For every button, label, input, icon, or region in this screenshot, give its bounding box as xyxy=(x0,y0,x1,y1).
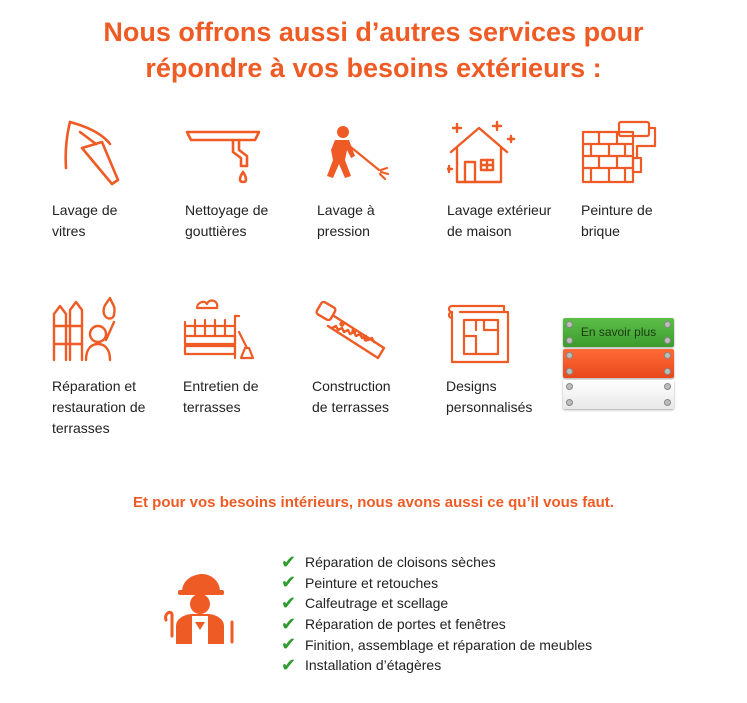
page-headline xyxy=(0,14,747,86)
service-label-line: gouttières xyxy=(185,223,247,239)
service-label-line: Lavage à xyxy=(317,202,375,218)
service-label-line: restauration de xyxy=(52,399,146,415)
headline-line-2: répondre à vos besoins extérieurs : xyxy=(145,53,602,83)
house-sparkle-icon xyxy=(447,118,537,188)
saw-icon xyxy=(312,296,402,366)
service-label-line: de maison xyxy=(447,223,512,239)
service-label-line: Entretien de xyxy=(183,378,259,394)
list-item xyxy=(281,655,592,676)
service-label-line: Lavage de xyxy=(52,202,118,218)
list-item xyxy=(281,573,592,594)
cta-plates xyxy=(563,318,674,411)
service-label-line: pression xyxy=(317,223,370,239)
fence-repair-icon xyxy=(52,296,142,366)
checkmark-icon: ✔ xyxy=(281,551,297,572)
orange-plate xyxy=(563,349,674,378)
checkmark-icon: ✔ xyxy=(281,634,297,655)
learn-more-button[interactable] xyxy=(563,318,674,347)
service-label-line: Nettoyage de xyxy=(185,202,269,218)
service-label-line: Construction xyxy=(312,378,391,394)
screw-icon xyxy=(664,383,671,390)
learn-more-label: En savoir plus xyxy=(580,325,657,339)
service-label-line: de terrasses xyxy=(312,399,390,415)
checkmark-icon: ✔ xyxy=(281,572,297,593)
blueprint-icon xyxy=(446,296,536,366)
screw-icon xyxy=(664,352,671,359)
screw-icon xyxy=(566,352,573,359)
list-item-label: Réparation de cloisons sèches xyxy=(305,554,496,571)
brick-paint-roller-icon xyxy=(581,118,671,188)
service-label-line: Réparation et xyxy=(52,378,137,394)
list-item xyxy=(281,634,592,655)
list-item-label: Installation d’étagères xyxy=(305,657,442,674)
list-item xyxy=(281,552,592,573)
list-item-label: Peinture et retouches xyxy=(305,574,439,591)
checkmark-icon: ✔ xyxy=(281,592,297,613)
window-squeegee-icon xyxy=(52,118,142,188)
screw-icon xyxy=(566,399,573,406)
list-item xyxy=(281,614,592,635)
checkmark-icon: ✔ xyxy=(281,613,297,634)
handyman-icon xyxy=(162,570,238,644)
screw-icon xyxy=(664,368,671,375)
interior-title: Et pour vos besoins intérieurs, nous avons aussi ce qu’il vous faut. xyxy=(133,494,614,511)
service-label-line: Designs xyxy=(446,378,497,394)
service-label-line: brique xyxy=(581,223,620,239)
list-item-label: Réparation de portes et fenêtres xyxy=(305,616,506,633)
interior-services-list xyxy=(281,552,592,676)
service-label-line: terrasses xyxy=(52,420,110,436)
screw-icon xyxy=(664,399,671,406)
headline-line-1: Nous offrons aussi d’autres services pour xyxy=(103,17,644,47)
service-label-line: Peinture de xyxy=(581,202,653,218)
list-item-label: Calfeutrage et scellage xyxy=(305,595,449,612)
screw-icon xyxy=(566,383,573,390)
pressure-washer-person-icon xyxy=(317,118,407,188)
service-label-line: Lavage extérieur xyxy=(447,202,552,218)
screw-icon xyxy=(566,368,573,375)
checkmark-icon: ✔ xyxy=(281,654,297,675)
gutter-icon xyxy=(185,118,275,188)
service-label-line: vitres xyxy=(52,223,86,239)
white-plate xyxy=(563,380,674,409)
list-item xyxy=(281,593,592,614)
service-label-line: terrasses xyxy=(183,399,241,415)
deck-maintenance-icon xyxy=(183,296,273,366)
list-item-label: Finition, assemblage et réparation de meubles xyxy=(305,636,593,653)
service-label-line: personnalisés xyxy=(446,399,533,415)
